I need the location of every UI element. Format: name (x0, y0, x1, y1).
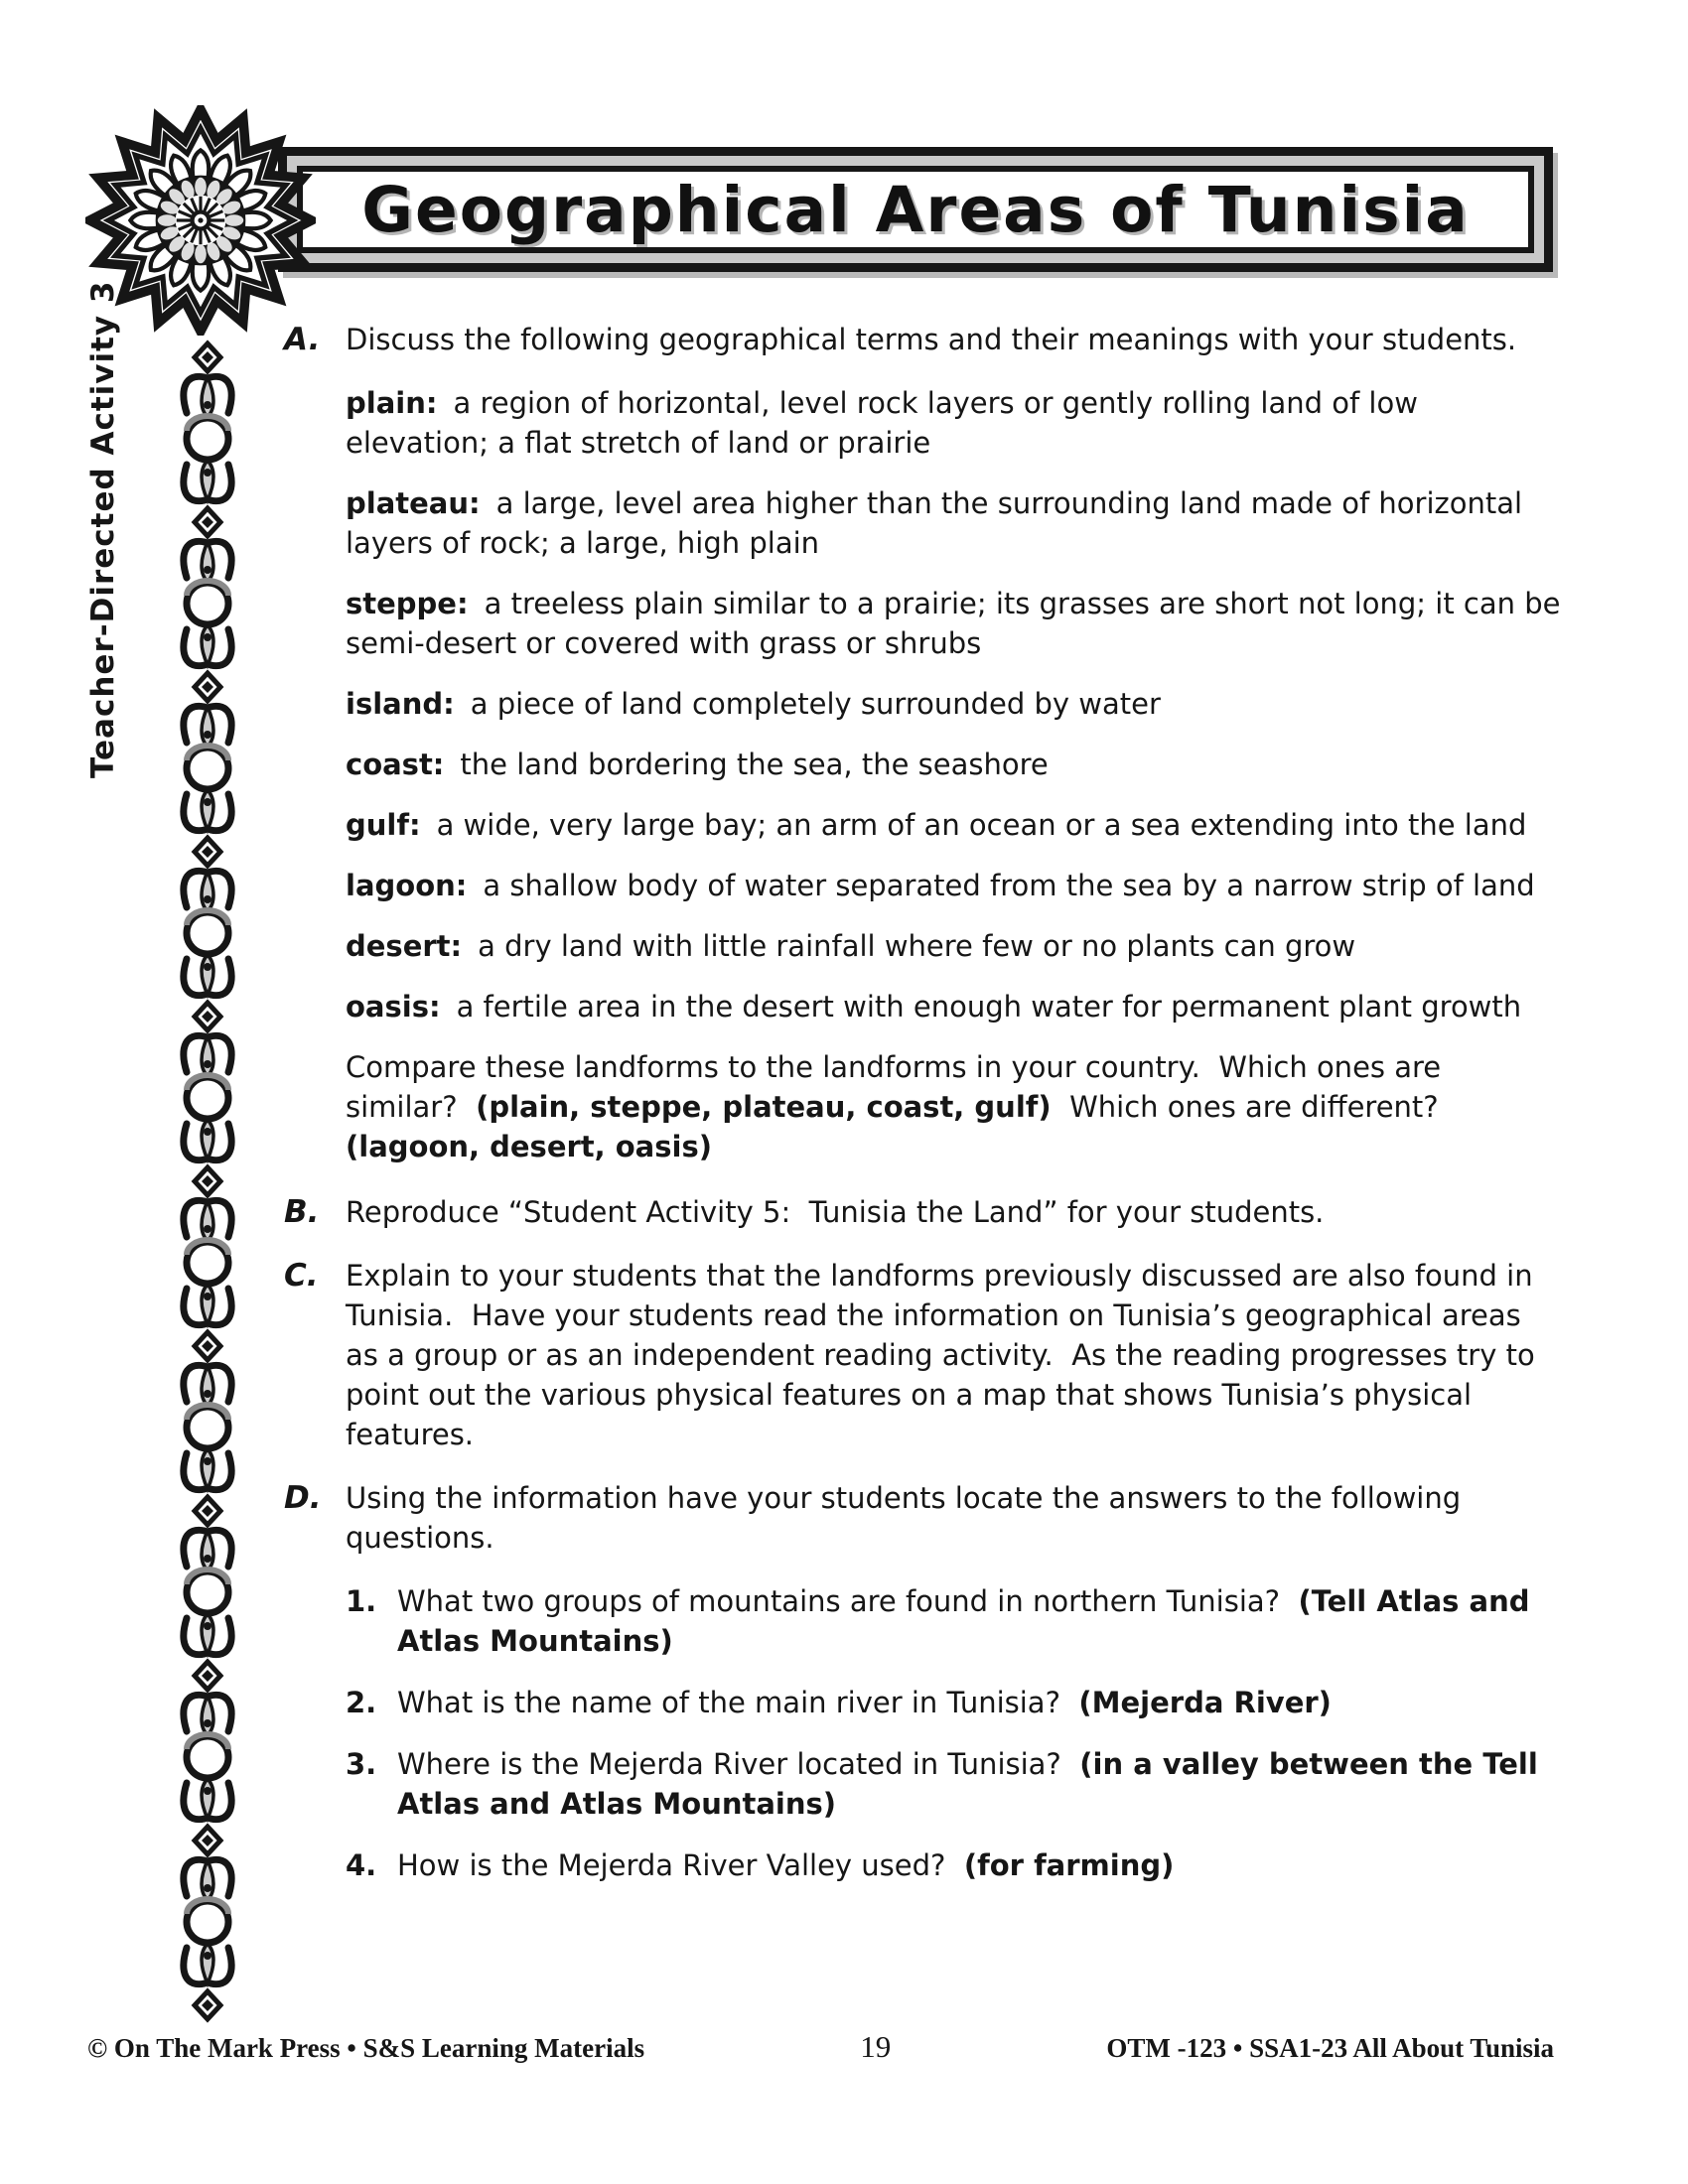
content-area (284, 320, 1561, 1907)
question-text: Which ones are different? (1051, 1090, 1448, 1124)
definition-term: plain: (346, 386, 438, 420)
definition-term: island: (346, 687, 455, 721)
step-a (284, 320, 1561, 359)
step-text (346, 320, 1561, 359)
definition-item (346, 483, 1561, 563)
sidebar-activity-label: Teacher-Directed Activity 3 (85, 280, 121, 778)
question-text: Where is the Mejerda River located in Tunisia? (397, 1747, 1080, 1781)
step-b (284, 1192, 1561, 1232)
compare-paragraph (346, 1047, 1561, 1166)
question-text: How is the Mejerda River Valley used? (397, 1848, 964, 1882)
definition-item (346, 926, 1561, 966)
question-item (346, 1581, 1561, 1661)
definitions-list (284, 383, 1561, 1026)
definition-text: a treeless plain similar to a prairie; its grasses are short not long; it can be semi-desert or covered with grass or shrubs (346, 587, 1561, 660)
definition-term: steppe: (346, 587, 469, 620)
question-text: Compare these landforms to the landforms in your country. Which ones are similar? (346, 1050, 1451, 1124)
questions-list (346, 1581, 1561, 1885)
answer-text: (Mejerda River) (1078, 1686, 1332, 1719)
definition-term: plateau: (346, 486, 481, 520)
publisher-credit: © On The Mark Press • S&S Learning Materials (87, 2033, 645, 2063)
page-footer (0, 2029, 1688, 2065)
definition-text: a shallow body of water separated from the sea by a narrow strip of land (483, 869, 1535, 902)
definition-text: a large, level area higher than the surrounding land made of horizontal layers of rock; a large, high plain (346, 486, 1523, 560)
step-d (284, 1478, 1561, 1558)
step-letter: A. (284, 322, 321, 357)
question-text: Discuss the following geographical terms and their meanings with your students. (346, 323, 1517, 356)
definition-text: a fertile area in the desert with enough water for permanent plant growth (456, 990, 1522, 1024)
step-letter: D. (284, 1480, 322, 1516)
question-number: 1. (346, 1584, 377, 1618)
question-text: Explain to your students that the landforms previously discussed are also found in Tunisia. Have your students read the information on Tunisia’s geographical areas as a group or as an independent reading activity. As the reading progresses try to point out the various physical features on a map that shows Tunisia’s physical features. (346, 1259, 1544, 1451)
definition-item (346, 584, 1561, 663)
definition-text: a piece of land completely surrounded by water (470, 687, 1161, 721)
step-letter: B. (284, 1194, 320, 1230)
question-text: Reproduce “Student Activity 5: Tunisia the Land” for your students. (346, 1195, 1325, 1229)
question-number: 4. (346, 1848, 377, 1882)
definition-item (346, 383, 1561, 463)
answer-text: (in a valley between the Tell Atlas and Atlas Mountains) (397, 1747, 1548, 1821)
definition-item (346, 987, 1561, 1026)
definition-item (346, 805, 1561, 845)
definition-item (346, 684, 1561, 724)
page-title: Geographical Areas of Tunisia (361, 173, 1470, 246)
step-text (346, 1478, 1561, 1558)
definition-term: oasis: (346, 990, 441, 1024)
answer-text: (plain, steppe, plateau, coast, gulf) (476, 1090, 1052, 1124)
question-text: What is the name of the main river in Tunisia? (397, 1686, 1079, 1719)
title-banner (278, 147, 1553, 272)
step-text (346, 1192, 1561, 1232)
step-c (284, 1256, 1561, 1454)
answer-text: (lagoon, desert, oasis) (346, 1130, 712, 1163)
question-body (397, 1845, 1561, 1885)
question-item (346, 1845, 1561, 1885)
question-body (397, 1683, 1561, 1722)
question-number: 2. (346, 1686, 377, 1719)
definition-text: a dry land with little rainfall where few or no plants can grow (478, 929, 1356, 963)
definition-text: the land bordering the sea, the seashore (460, 748, 1049, 781)
definition-text: a wide, very large bay; an arm of an ocean or a sea extending into the land (436, 808, 1527, 842)
definition-item (346, 745, 1561, 784)
question-body (397, 1581, 1561, 1661)
definition-item (346, 866, 1561, 905)
step-text (346, 1256, 1561, 1454)
question-body (397, 1744, 1561, 1824)
title-banner-inner (297, 166, 1534, 253)
product-code: OTM -123 • SSA1-23 All About Tunisia (1106, 2033, 1554, 2063)
question-text: What two groups of mountains are found in northern Tunisia? (397, 1584, 1299, 1618)
definition-term: desert: (346, 929, 463, 963)
question-number: 3. (346, 1747, 377, 1781)
definition-text: a region of horizontal, level rock layers or gently rolling land of low elevation; a flat stretch of land or prairie (346, 386, 1418, 460)
page-number: 19 (860, 2029, 892, 2064)
definition-term: coast: (346, 748, 445, 781)
question-text: Using the information have your students locate the answers to the following questions. (346, 1481, 1471, 1555)
step-letter: C. (284, 1258, 319, 1294)
definition-term: lagoon: (346, 869, 468, 902)
answer-text: (Tell Atlas and Atlas Mountains) (397, 1584, 1540, 1658)
chain-border-icon (177, 340, 238, 2027)
question-item (346, 1744, 1561, 1824)
answer-text: (for farming) (963, 1848, 1175, 1882)
definition-term: gulf: (346, 808, 421, 842)
question-item (346, 1683, 1561, 1722)
